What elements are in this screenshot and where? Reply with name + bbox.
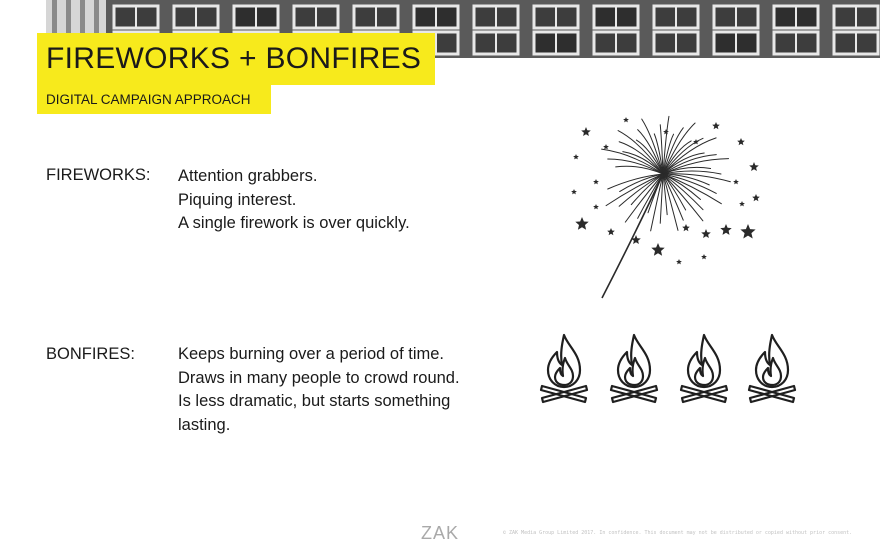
page-title: FIREWORKS + BONFIRES [46,42,422,75]
bonfires-line: lasting. [178,415,231,434]
firework-burst-icon [566,112,766,302]
bonfires-description [178,343,460,437]
subtitle-highlight [37,85,271,114]
bonfires-line: Draws in many people to crowd round. [178,368,460,387]
bonfire-icon [608,332,660,404]
bonfires-line: Keeps burning over a period of time. [178,345,444,363]
footer-logo: ZAK [421,523,460,543]
bonfires-term: BONFIRES: [46,345,135,363]
footer-copyright: © ZAK Media Group Limited 2017. In confidence. This document may not be distributed or copied without prior consent. [503,530,853,536]
fireworks-line: Attention grabbers. [178,167,318,185]
fireworks-term: FIREWORKS: [46,166,151,184]
bonfires-line: Is less dramatic, but starts something [178,392,451,410]
fireworks-line: Piquing interest. [178,190,297,209]
bonfire-icon [538,332,590,404]
bonfire-icon [678,332,730,404]
fireworks-description [178,165,410,236]
page-subtitle: DIGITAL CAMPAIGN APPROACH [46,92,251,107]
fireworks-line: A single firework is over quickly. [178,214,410,232]
title-highlight [37,33,435,85]
bonfire-icon [746,332,798,404]
